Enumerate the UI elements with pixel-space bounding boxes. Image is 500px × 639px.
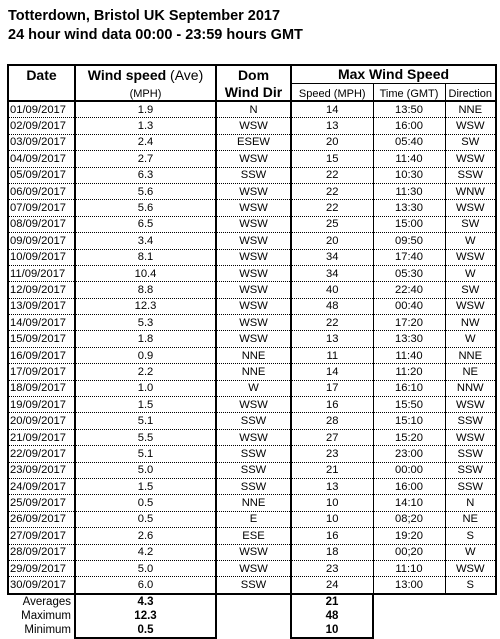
table-row [8,233,496,249]
cell-dom-dir: WSW [216,315,291,331]
cell-date: 28/09/2017 [8,544,75,560]
cell-max-direction: SW [445,134,496,150]
table-row [8,151,496,167]
cell-avg-speed: 1.3 [75,118,216,134]
cell-max-direction: S [445,528,496,544]
cell-max-speed: 10 [291,495,373,511]
cell-date: 24/09/2017 [8,478,75,494]
cell-dom-dir: WSW [216,265,291,281]
cell-avg-speed: 5.6 [75,183,216,199]
table-row [8,511,496,527]
cell-max-direction: SW [445,216,496,232]
cell-dom-dir: WSW [216,216,291,232]
summary-row [8,609,496,623]
cell-max-speed: 34 [291,265,373,281]
cell-max-direction: WSW [445,560,496,576]
cell-dom-dir: WSW [216,249,291,265]
cell-max-time: 23:00 [373,446,445,462]
summary-max-speed: 21 [291,594,373,609]
cell-date: 25/09/2017 [8,495,75,511]
table-row [8,478,496,494]
cell-avg-speed: 2.6 [75,528,216,544]
cell-date: 13/09/2017 [8,298,75,314]
cell-max-speed: 27 [291,429,373,445]
cell-max-time: 00;20 [373,544,445,560]
cell-max-speed: 23 [291,560,373,576]
cell-avg-speed: 6.5 [75,216,216,232]
cell-date: 07/09/2017 [8,200,75,216]
table-row [8,347,496,363]
cell-date: 15/09/2017 [8,331,75,347]
cell-max-direction: W [445,544,496,560]
cell-dom-dir: SSW [216,413,291,429]
cell-max-direction: W [445,265,496,281]
cell-max-speed: 28 [291,413,373,429]
table-row [8,446,496,462]
cell-max-direction: W [445,331,496,347]
summary-label: Maximum [21,609,71,622]
cell-avg-speed: 1.0 [75,380,216,396]
cell-dom-dir: WSW [216,183,291,199]
table-row [8,560,496,576]
table-row [8,495,496,511]
cell-max-time: 05:30 [373,265,445,281]
cell-dom-dir: ESE [216,528,291,544]
table-row [8,331,496,347]
cell-date: 22/09/2017 [8,446,75,462]
cell-avg-speed: 5.0 [75,560,216,576]
cell-max-time: 13:30 [373,331,445,347]
cell-max-speed: 20 [291,233,373,249]
header-wind-speed [75,65,216,83]
cell-max-time: 15:10 [373,413,445,429]
cell-max-speed: 11 [291,347,373,363]
summary-label: Minimum [24,624,71,637]
cell-date: 14/09/2017 [8,315,75,331]
summary-empty [445,609,496,623]
cell-date: 23/09/2017 [8,462,75,478]
cell-max-time: 08;20 [373,511,445,527]
cell-max-direction: SW [445,282,496,298]
cell-dom-dir: N [216,101,291,118]
cell-max-time: 11:30 [373,183,445,199]
summary-avg-speed: 4.3 [75,594,216,609]
cell-max-direction: WNW [445,183,496,199]
cell-avg-speed: 0.5 [75,511,216,527]
cell-avg-speed: 3.4 [75,233,216,249]
header-speed-mph [291,83,373,101]
table-row [8,183,496,199]
cell-max-time: 05:40 [373,134,445,150]
cell-max-speed: 23 [291,446,373,462]
summary-empty [216,594,291,609]
table-row [8,216,496,232]
cell-date: 18/09/2017 [8,380,75,396]
table-row [8,544,496,560]
cell-date: 11/09/2017 [8,265,75,281]
cell-dom-dir: SSW [216,577,291,594]
cell-date: 08/09/2017 [8,216,75,232]
cell-max-speed: 13 [291,331,373,347]
cell-date: 04/09/2017 [8,151,75,167]
summary-avg-speed: 0.5 [75,623,216,638]
cell-max-time: 00:00 [373,462,445,478]
cell-max-time: 15:50 [373,397,445,413]
cell-avg-speed: 0.5 [75,495,216,511]
cell-date: 01/09/2017 [8,101,75,118]
header-dom: Dom [216,65,291,83]
cell-max-direction: NNE [445,347,496,363]
cell-max-direction: S [445,577,496,594]
cell-dom-dir: WSW [216,397,291,413]
cell-max-speed: 15 [291,151,373,167]
cell-date: 20/09/2017 [8,413,75,429]
cell-max-direction: SSW [445,478,496,494]
table-row [8,462,496,478]
table-row [8,528,496,544]
summary-row [8,594,496,609]
cell-date: 19/09/2017 [8,397,75,413]
cell-max-time: 13:30 [373,200,445,216]
cell-dom-dir: WSW [216,560,291,576]
cell-max-direction: NW [445,315,496,331]
cell-date: 09/09/2017 [8,233,75,249]
cell-max-direction: W [445,233,496,249]
cell-max-time: 17:40 [373,249,445,265]
cell-max-speed: 16 [291,528,373,544]
cell-dom-dir: WSW [216,282,291,298]
cell-max-time: 14:10 [373,495,445,511]
cell-max-time: 11:40 [373,347,445,363]
table-row [8,200,496,216]
cell-max-time: 10:30 [373,167,445,183]
table-row [8,413,496,429]
cell-date: 12/09/2017 [8,282,75,298]
cell-max-direction: SSW [445,462,496,478]
cell-avg-speed: 1.5 [75,478,216,494]
cell-dom-dir: WSW [216,151,291,167]
table-row [8,167,496,183]
cell-max-speed: 14 [291,101,373,118]
table-row [8,380,496,396]
cell-dom-dir: W [216,380,291,396]
cell-avg-speed: 2.2 [75,364,216,380]
table-row [8,282,496,298]
cell-avg-speed: 1.8 [75,331,216,347]
cell-max-time: 11:40 [373,151,445,167]
table-row [8,315,496,331]
cell-max-speed: 25 [291,216,373,232]
header-max-wind-speed: Max Wind Speed [291,65,496,83]
cell-max-time: 13:00 [373,577,445,594]
cell-date: 16/09/2017 [8,347,75,363]
cell-avg-speed: 0.9 [75,347,216,363]
cell-date: 02/09/2017 [8,118,75,134]
cell-date: 06/09/2017 [8,183,75,199]
summary-empty [373,609,445,623]
cell-dom-dir: E [216,511,291,527]
summary-empty [373,623,445,638]
cell-avg-speed: 5.3 [75,315,216,331]
cell-dom-dir: WSW [216,429,291,445]
cell-avg-speed: 2.7 [75,151,216,167]
cell-max-speed: 13 [291,478,373,494]
table-row [8,249,496,265]
cell-avg-speed: 5.1 [75,413,216,429]
cell-avg-speed: 5.0 [75,462,216,478]
table-row [8,101,496,118]
cell-dom-dir: SSW [216,478,291,494]
cell-date: 17/09/2017 [8,364,75,380]
table-row [8,364,496,380]
cell-date: 27/09/2017 [8,528,75,544]
cell-avg-speed: 10.4 [75,265,216,281]
cell-avg-speed: 12.3 [75,298,216,314]
cell-max-time: 16:00 [373,118,445,134]
cell-max-direction: NE [445,364,496,380]
cell-max-direction: WSW [445,151,496,167]
cell-date: 03/09/2017 [8,134,75,150]
cell-max-direction: WSW [445,298,496,314]
cell-dom-dir: WSW [216,331,291,347]
header-direction [445,83,496,101]
cell-max-direction: N [445,495,496,511]
cell-max-speed: 18 [291,544,373,560]
cell-avg-speed: 5.6 [75,200,216,216]
cell-max-speed: 22 [291,167,373,183]
cell-max-speed: 10 [291,511,373,527]
cell-date: 30/09/2017 [8,577,75,594]
cell-max-time: 17:20 [373,315,445,331]
header-row-1 [8,65,496,83]
cell-dom-dir: SSW [216,446,291,462]
cell-max-speed: 16 [291,397,373,413]
table-row [8,134,496,150]
cell-max-direction: WSW [445,249,496,265]
cell-max-time: 00:40 [373,298,445,314]
cell-max-direction: SSW [445,413,496,429]
cell-dom-dir: SSW [216,167,291,183]
summary-avg-speed: 12.3 [75,609,216,623]
table-row [8,265,496,281]
cell-avg-speed: 8.8 [75,282,216,298]
cell-avg-speed: 6.3 [75,167,216,183]
header-wind-speed-ave: (Ave) [166,66,204,83]
header-date: Date [8,65,75,101]
cell-max-speed: 40 [291,282,373,298]
cell-dom-dir: SSW [216,462,291,478]
cell-max-direction: WSW [445,429,496,445]
header-wind-dir: Wind Dir [216,83,291,101]
cell-max-time: 09:50 [373,233,445,249]
cell-max-time: 13:50 [373,101,445,118]
summary-empty [373,594,445,609]
header-wind-speed-unit [75,83,216,101]
table-row [8,118,496,134]
table-row [8,298,496,314]
cell-max-direction: NE [445,511,496,527]
cell-max-direction: NNW [445,380,496,396]
cell-max-speed: 22 [291,183,373,199]
cell-dom-dir: WSW [216,544,291,560]
cell-max-time: 16:00 [373,478,445,494]
cell-max-direction: SSW [445,446,496,462]
cell-max-time: 15:20 [373,429,445,445]
summary-max-speed: 48 [291,609,373,623]
cell-max-direction: NNE [445,101,496,118]
header-time-gmt [373,83,445,101]
cell-date: 21/09/2017 [8,429,75,445]
cell-max-direction: WSW [445,200,496,216]
cell-avg-speed: 8.1 [75,249,216,265]
cell-max-speed: 21 [291,462,373,478]
summary-empty [216,609,291,623]
cell-dom-dir: WSW [216,200,291,216]
cell-date: 05/09/2017 [8,167,75,183]
header-row-2 [8,83,496,101]
cell-max-speed: 22 [291,200,373,216]
cell-date: 26/09/2017 [8,511,75,527]
cell-avg-speed: 5.5 [75,429,216,445]
cell-max-time: 16:10 [373,380,445,396]
cell-max-speed: 22 [291,315,373,331]
wind-data-table [7,64,497,639]
cell-max-speed: 48 [291,298,373,314]
summary-max-speed: 10 [291,623,373,638]
cell-avg-speed: 6.0 [75,577,216,594]
cell-dom-dir: NNE [216,347,291,363]
header-speed-mph-label: Speed (MPH) [298,87,366,100]
cell-max-time: 15:00 [373,216,445,232]
cell-date: 29/09/2017 [8,560,75,576]
cell-max-speed: 14 [291,364,373,380]
cell-max-speed: 20 [291,134,373,150]
cell-max-speed: 34 [291,249,373,265]
cell-max-time: 22:40 [373,282,445,298]
cell-max-speed: 13 [291,118,373,134]
summary-empty [445,623,496,638]
summary-row [8,623,496,638]
cell-dom-dir: NNE [216,495,291,511]
cell-avg-speed: 1.5 [75,397,216,413]
title-line-2: 24 hour wind data 00:00 - 23:59 hours GMT [8,27,303,43]
summary-label: Averages [22,595,71,608]
header-wind-speed-label: Wind speed [87,66,167,83]
cell-max-time: 19:20 [373,528,445,544]
cell-max-speed: 24 [291,577,373,594]
summary-empty [445,594,496,609]
cell-max-direction: SSW [445,167,496,183]
cell-dom-dir: NNE [216,364,291,380]
summary-empty [216,623,291,638]
cell-max-speed: 17 [291,380,373,396]
cell-avg-speed: 4.2 [75,544,216,560]
cell-dom-dir: WSW [216,118,291,134]
table-row [8,429,496,445]
cell-max-direction: WSW [445,118,496,134]
title-line-1: Totterdown, Bristol UK September 2017 [8,8,281,24]
table-row [8,397,496,413]
cell-dom-dir: WSW [216,298,291,314]
cell-dom-dir: ESEW [216,134,291,150]
table-row [8,577,496,594]
cell-avg-speed: 2.4 [75,134,216,150]
header-unit-label: (MPH) [129,87,162,100]
report-title [8,7,303,45]
cell-date: 10/09/2017 [8,249,75,265]
header-direction-label: Direction [448,87,492,100]
cell-max-direction: WSW [445,397,496,413]
cell-dom-dir: WSW [216,233,291,249]
cell-avg-speed: 1.9 [75,101,216,118]
cell-avg-speed: 5.1 [75,446,216,462]
header-time-gmt-label: Time (GMT) [379,87,439,100]
cell-max-time: 11:10 [373,560,445,576]
cell-max-time: 11:20 [373,364,445,380]
